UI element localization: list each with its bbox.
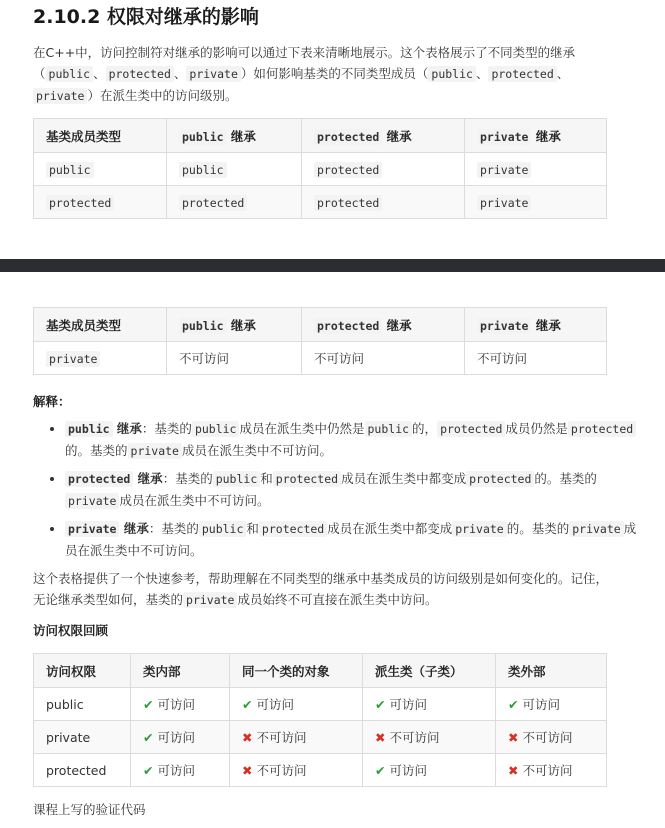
access-status-text: 不可访问	[522, 730, 573, 745]
access-status-text: 不可访问	[389, 730, 440, 745]
summary-text: 这个表格提供了一个快速参考，帮助理解在不同类型的继承中基类成员的访问级别是如何变化的。记住，无论继承类型如何，基类的	[33, 571, 609, 607]
inline-code: protected	[568, 421, 636, 437]
access-status-text: 不可访问	[256, 763, 307, 778]
cross-icon: ✖	[508, 730, 519, 745]
bullet-text: ：基类的	[141, 421, 192, 436]
inline-code: protected	[314, 318, 382, 334]
table-cell	[363, 721, 496, 754]
table-cell	[167, 153, 302, 186]
table-header	[302, 119, 465, 153]
access-status-text: 可访问	[157, 697, 195, 712]
table-row	[34, 754, 607, 787]
table-cell	[302, 186, 465, 219]
table-cell: 不可访问	[167, 342, 302, 375]
bullet-text: 的。基类的	[534, 471, 597, 486]
check-icon: ✔	[143, 730, 154, 745]
bullet-text: ：基类的	[148, 521, 199, 536]
intro-text: 、	[475, 66, 489, 81]
table-cell	[230, 688, 363, 721]
access-status-text: 可访问	[389, 697, 427, 712]
table-header: 同一个类的对象	[230, 654, 363, 688]
inline-code: public	[179, 162, 227, 178]
intro-text: 在C++中，访问控制符对继承的影响可以通过下表来清晰地展示。这个表格展示了不同类型的继承（	[33, 45, 576, 81]
table-header: 基类成员类型	[34, 119, 167, 153]
list-item	[65, 418, 645, 462]
intro-paragraph	[33, 42, 613, 107]
inline-code: private	[477, 162, 531, 178]
table-header	[167, 119, 302, 153]
table-row	[34, 721, 607, 754]
inline-code: protected	[466, 471, 534, 487]
inline-code: public	[199, 521, 247, 537]
access-status-text: 可访问	[157, 730, 195, 745]
inline-code: protected	[314, 129, 382, 145]
bullet-text: 成员在派生类中不可访问。	[119, 493, 270, 508]
access-status-text: 可访问	[522, 697, 560, 712]
table-header: 类外部	[496, 654, 607, 688]
table-cell	[34, 153, 167, 186]
check-icon: ✔	[143, 763, 154, 778]
table-cell	[302, 153, 465, 186]
table-header	[302, 308, 465, 342]
table-cell	[131, 754, 230, 787]
inline-code: protected	[179, 195, 247, 211]
inline-code: public	[65, 421, 113, 437]
inline-code: private	[46, 351, 100, 367]
inline-code: protected	[314, 162, 382, 178]
table-cell	[34, 342, 167, 375]
access-status-text: 不可访问	[522, 763, 573, 778]
table-cell	[131, 688, 230, 721]
inline-code: public	[428, 66, 476, 82]
table-cell	[496, 721, 607, 754]
inline-code: protected	[46, 195, 114, 211]
header-suffix: 继承	[386, 317, 412, 333]
bullet-text: 的。基类的	[506, 521, 570, 536]
intro-text: 、	[556, 66, 570, 81]
bullet-title: 继承	[137, 471, 163, 486]
bullet-text: 成员在派生类中仍然是	[239, 421, 365, 436]
header-suffix: 继承	[535, 128, 561, 144]
summary-text: 成员始终不可直接在派生类中访问。	[237, 592, 438, 607]
inline-code: private	[183, 592, 237, 608]
check-icon: ✔	[242, 697, 253, 712]
inline-code: private	[452, 521, 506, 537]
bullet-text: 成员在派生类中不可访问。	[65, 521, 637, 558]
table-header: 基类成员类型	[34, 308, 167, 342]
table-row	[34, 342, 607, 375]
list-item	[65, 468, 645, 512]
explain-label: 解释：	[33, 394, 71, 409]
inline-code: protected	[437, 421, 505, 437]
cross-icon: ✖	[242, 730, 253, 745]
access-status-text: 可访问	[157, 763, 195, 778]
cross-icon: ✖	[242, 763, 253, 778]
inline-code: public	[46, 66, 94, 82]
access-review-table	[33, 653, 607, 787]
summary-paragraph	[33, 568, 613, 611]
inline-code: protected	[259, 521, 327, 537]
inline-code: public	[179, 318, 227, 334]
header-suffix: 继承	[386, 128, 412, 144]
intro-text: 、	[93, 66, 106, 81]
table-cell	[496, 688, 607, 721]
bullet-text: 的。基类的	[65, 443, 128, 458]
inline-code: private	[128, 443, 182, 459]
inline-code: private	[477, 129, 531, 145]
table-cell	[465, 186, 607, 219]
bullet-text: 成员在派生类中都变成	[341, 471, 467, 486]
intro-text: ）在派生类中的访问级别。	[87, 88, 238, 103]
inline-code: private	[477, 195, 531, 211]
check-icon: ✔	[375, 763, 386, 778]
inline-code: protected	[314, 195, 382, 211]
inline-code: public	[46, 162, 94, 178]
access-status-text: 可访问	[389, 763, 427, 778]
access-level-name: protected	[34, 754, 131, 787]
access-level-name: private	[34, 721, 131, 754]
table-cell	[465, 153, 607, 186]
inline-code: public	[179, 129, 227, 145]
check-icon: ✔	[375, 697, 386, 712]
table-row	[34, 186, 607, 219]
inline-code: public	[365, 421, 413, 437]
bullet-text: 成员在派生类中都变成	[327, 521, 453, 536]
table-cell	[230, 754, 363, 787]
inline-code: protected	[488, 66, 556, 82]
table-cell	[167, 186, 302, 219]
inline-code: protected	[65, 471, 133, 487]
header-suffix: 继承	[230, 317, 256, 333]
bullet-title: 继承	[123, 521, 149, 536]
cross-icon: ✖	[375, 730, 386, 745]
intro-text: ）如何影响基类的不同类型成员（	[240, 66, 429, 81]
bullet-text: 和	[260, 471, 273, 486]
inline-code: private	[65, 493, 119, 509]
cross-icon: ✖	[508, 763, 519, 778]
intro-text: 、	[173, 66, 187, 81]
inline-code: private	[65, 521, 119, 537]
access-level-name: public	[34, 688, 131, 721]
bullet-title: 继承	[116, 421, 142, 436]
footer-text: 课程上写的验证代码	[33, 802, 146, 817]
table-cell	[34, 186, 167, 219]
bullet-text: 和	[246, 521, 259, 536]
table-header	[167, 308, 302, 342]
bullet-text: 成员在派生类中不可访问。	[181, 443, 332, 458]
inline-code: protected	[106, 66, 174, 82]
access-status-text: 可访问	[256, 697, 294, 712]
table-header	[465, 119, 607, 153]
bullet-text: ：基类的	[162, 471, 213, 486]
inheritance-table-part2	[33, 307, 607, 375]
page-break-divider	[0, 259, 665, 272]
header-suffix: 继承	[230, 128, 256, 144]
bullet-text: 成员仍然是	[505, 421, 568, 436]
inline-code: private	[477, 318, 531, 334]
section-heading: 2.10.2 权限对继承的影响	[33, 6, 259, 28]
explain-list	[33, 418, 645, 567]
table-header: 类内部	[131, 654, 230, 688]
table-cell	[230, 721, 363, 754]
table-header: 派生类（子类）	[363, 654, 496, 688]
table-row	[34, 153, 607, 186]
table-header	[465, 308, 607, 342]
table-cell	[131, 721, 230, 754]
list-item	[65, 518, 645, 561]
table-cell	[363, 688, 496, 721]
inheritance-table-part1	[33, 118, 607, 219]
bullet-text: 的，	[412, 421, 438, 436]
check-icon: ✔	[508, 697, 519, 712]
inline-code: public	[213, 471, 261, 487]
table-cell	[496, 754, 607, 787]
header-suffix: 继承	[535, 317, 561, 333]
table-cell: 不可访问	[465, 342, 607, 375]
inline-code: private	[569, 521, 623, 537]
review-label: 访问权限回顾	[33, 623, 109, 638]
inline-code: protected	[273, 471, 341, 487]
table-cell	[363, 754, 496, 787]
inline-code: public	[192, 421, 240, 437]
table-header: 访问权限	[34, 654, 131, 688]
inline-code: private	[186, 66, 240, 82]
inline-code: private	[33, 88, 87, 104]
table-cell: 不可访问	[302, 342, 465, 375]
check-icon: ✔	[143, 697, 154, 712]
access-status-text: 不可访问	[256, 730, 307, 745]
table-row	[34, 688, 607, 721]
